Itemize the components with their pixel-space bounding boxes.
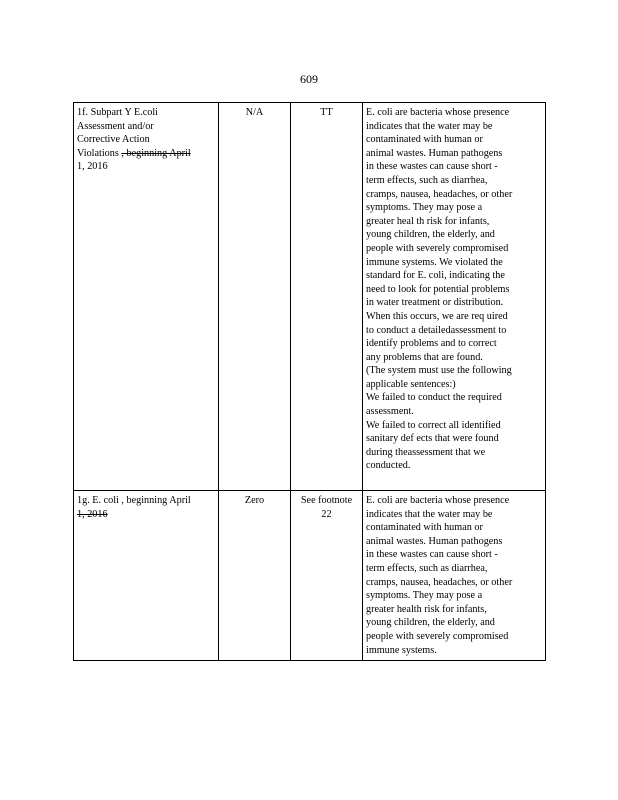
health-line: conducted. bbox=[366, 460, 411, 472]
health-line: greater heal th risk for infants, bbox=[366, 215, 490, 227]
health-line: identify problems and to correct bbox=[366, 338, 497, 350]
health-effects-cell bbox=[363, 491, 546, 661]
struck-text: , beginning April bbox=[121, 147, 191, 159]
mclg-cell bbox=[291, 491, 363, 661]
table-row bbox=[74, 491, 546, 661]
health-line: young children, the elderly, and bbox=[366, 229, 495, 241]
health-line: in water treatment or distribution. bbox=[366, 297, 504, 309]
health-line: applicable sentences:) bbox=[366, 378, 456, 390]
health-line: symptoms. They may pose a bbox=[366, 590, 483, 602]
health-line: E. coli are bacteria whose presence bbox=[366, 107, 510, 118]
health-line: contaminated with human or bbox=[366, 522, 483, 534]
contaminant-cell bbox=[74, 491, 219, 661]
health-line: E. coli are bacteria whose presence bbox=[366, 495, 510, 506]
health-line: assessment. bbox=[366, 406, 414, 418]
health-line: When this occurs, we are req uired bbox=[366, 310, 508, 322]
health-line: We failed to correct all identified bbox=[366, 419, 501, 431]
health-line: in these wastes can cause short - bbox=[366, 549, 498, 561]
mcl-cell: N/A bbox=[219, 103, 291, 491]
health-line: people with severely compromised bbox=[366, 630, 509, 642]
health-line: animal wastes. Human pathogens bbox=[366, 147, 503, 159]
health-line: cramps, nausea, headaches, or other bbox=[366, 188, 513, 200]
health-line: any problems that are found. bbox=[366, 351, 483, 363]
health-line: animal wastes. Human pathogens bbox=[366, 535, 503, 547]
contaminant-text: Violations bbox=[77, 147, 122, 159]
health-line: indicates that the water may be bbox=[366, 120, 493, 132]
contaminant-table bbox=[73, 102, 546, 661]
health-line: during theassessment that we bbox=[366, 446, 486, 458]
health-line: sanitary def ects that were found bbox=[366, 433, 499, 445]
contaminant-line: Assessment and/or bbox=[77, 120, 154, 132]
health-line: (The system must use the following bbox=[366, 365, 512, 377]
mclg-line: See footnote bbox=[300, 495, 353, 506]
health-line: symptoms. They may pose a bbox=[366, 202, 483, 214]
mclg-cell: TT bbox=[291, 103, 363, 491]
mclg-line: 22 bbox=[321, 508, 332, 520]
health-line: immune systems. bbox=[366, 644, 437, 656]
health-line: greater health risk for infants, bbox=[366, 603, 487, 615]
health-line: to conduct a detailedassessment to bbox=[366, 324, 507, 336]
health-line: term effects, such as diarrhea, bbox=[366, 174, 488, 186]
struck-text: 1, 2016 bbox=[77, 508, 108, 520]
contaminant-line: 1g. E. coli , beginning April bbox=[77, 495, 191, 506]
health-line: people with severely compromised bbox=[366, 242, 509, 254]
health-line: young children, the elderly, and bbox=[366, 617, 495, 629]
health-line: cramps, nausea, headaches, or other bbox=[366, 576, 513, 588]
health-effects-cell bbox=[363, 103, 546, 491]
health-line: indicates that the water may be bbox=[366, 508, 493, 520]
contaminant-line: Corrective Action bbox=[77, 134, 150, 146]
contaminant-line: 1f. Subpart Y E.coli bbox=[77, 107, 159, 118]
health-line: immune systems. We violated the bbox=[366, 256, 503, 268]
health-line: in these wastes can cause short - bbox=[366, 161, 498, 173]
page-number: 609 bbox=[300, 72, 318, 86]
contaminant-line: 1, 2016 bbox=[77, 161, 108, 173]
mcl-cell: Zero bbox=[219, 491, 291, 661]
health-line: contaminated with human or bbox=[366, 134, 483, 146]
table-row bbox=[74, 103, 546, 491]
contaminant-cell bbox=[74, 103, 219, 491]
health-line: We failed to conduct the required bbox=[366, 392, 502, 404]
health-line: need to look for potential problems bbox=[366, 283, 510, 295]
contaminant-line bbox=[77, 147, 215, 161]
health-line: term effects, such as diarrhea, bbox=[366, 562, 488, 574]
health-line: standard for E. coli, indicating the bbox=[366, 270, 505, 282]
